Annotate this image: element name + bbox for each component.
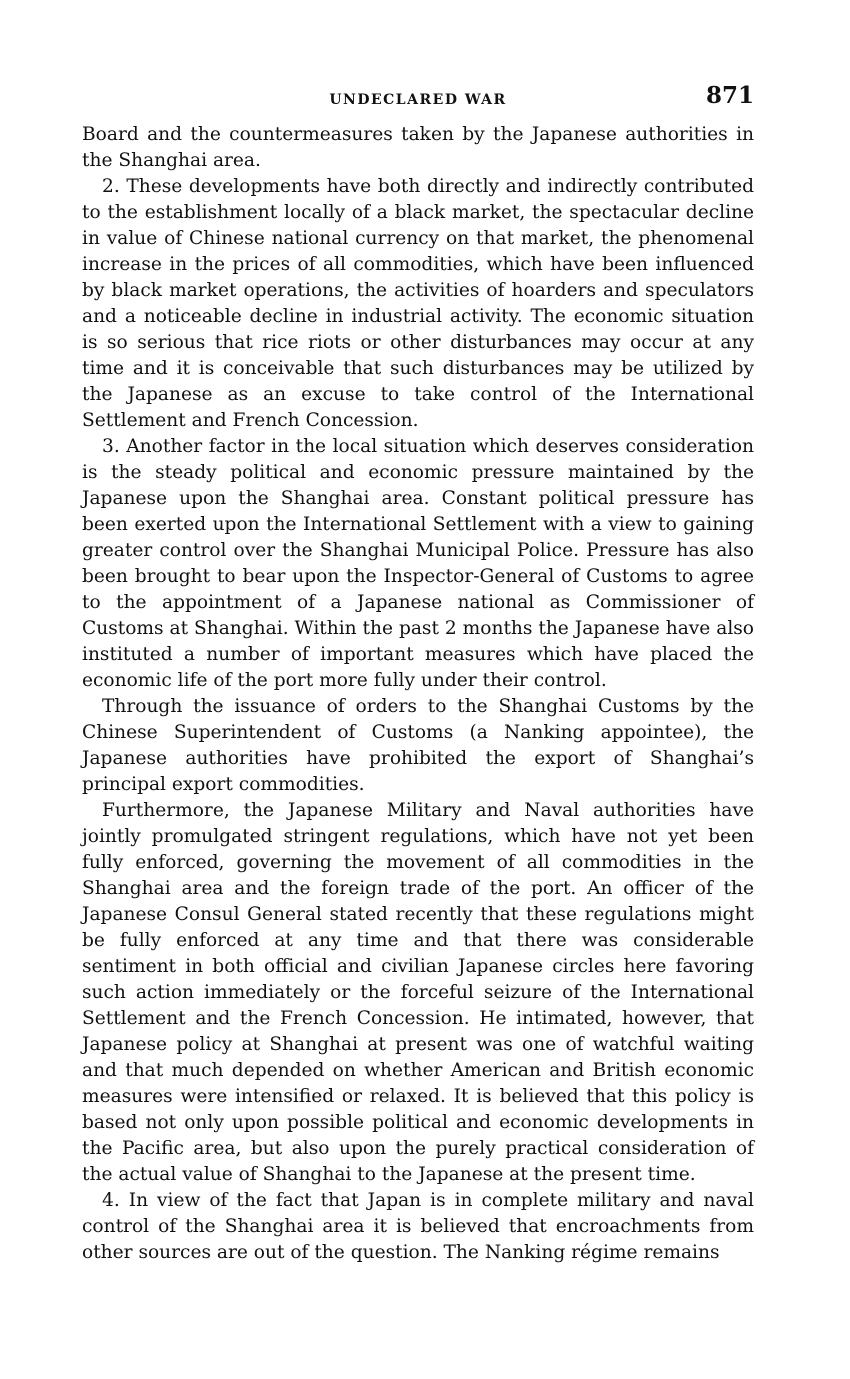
paragraph-3: 3. Another factor in the local situation which deserves consideration is the steady political and economic pressure maintained by the Japanese upon the Shanghai area. Constant political pressure has been exerted upon the International Settlement with a view to gaining greater control over the Shanghai Municipal Police. Pressure has also been brought to bear upon the Inspector-General of Customs to agree to the appointment of a Japanese national as Commissioner of Customs at Shanghai. Within the past 2 months the Japanese have also instituted a number of important measures which have placed the economic life of the port more fully under their control. [82,436,754,691]
paragraph-regulations: Furthermore, the Japanese Military and Naval authorities have jointly promulgated stringent regulations, which have not yet been fully enforced, governing the movement of all commodities in the Shanghai area and the foreign trade of the port. An officer of the Japanese Consul General stated recently that these regulations might be fully enforced at any time and that there was considerable sentiment in both official and civilian Japanese circles here favoring such action immediately or the forceful seizure of the International Settlement and the French Concession. He intimated, however, that Japanese policy at Shanghai at present was one of watchful waiting and that much depended on whether American and British economic measures were intensified or relaxed. It is believed that this policy is based not only upon possible political and economic developments in the Pacific area, but also upon the purely practical consideration of the actual value of Shanghai to the Japanese at the present time. [82,800,754,1185]
paragraph-4: 4. In view of the fact that Japan is in complete military and naval control of the Shanghai area it is believed that encroachments from other sources are out of the question. The Nanking régime remains [82,1190,754,1263]
paragraph-2: 2. These developments have both directly and indirectly contributed to the establishment locally of a black market, the spectacular decline in value of Chinese national currency on that market, the phenomenal increase in the prices of all commodities, which have been influenced by black market operations, the activities of hoarders and speculators and a noticeable decline in industrial activity. The economic situation is so serious that rice riots or other disturbances may occur at any time and it is conceivable that such disturbances may be utilized by the Japanese as an excuse to take control of the International Settlement and French Concession. [82,176,754,431]
body-text [82,122,754,1266]
page-number: 871 [705,82,754,109]
running-title: UNDECLARED WAR [329,92,507,108]
paragraph-customs-orders: Through the issuance of orders to the Shanghai Customs by the Chinese Superintendent of Customs (a Nanking appointee), the Japanese authorities have prohibited the export of Shanghai’s principal export commodities. [82,696,754,795]
running-head [82,82,754,122]
paragraph-continued: Board and the countermeasures taken by the Japanese authorities in the Shanghai area. [82,124,754,171]
document-page [82,82,754,1266]
